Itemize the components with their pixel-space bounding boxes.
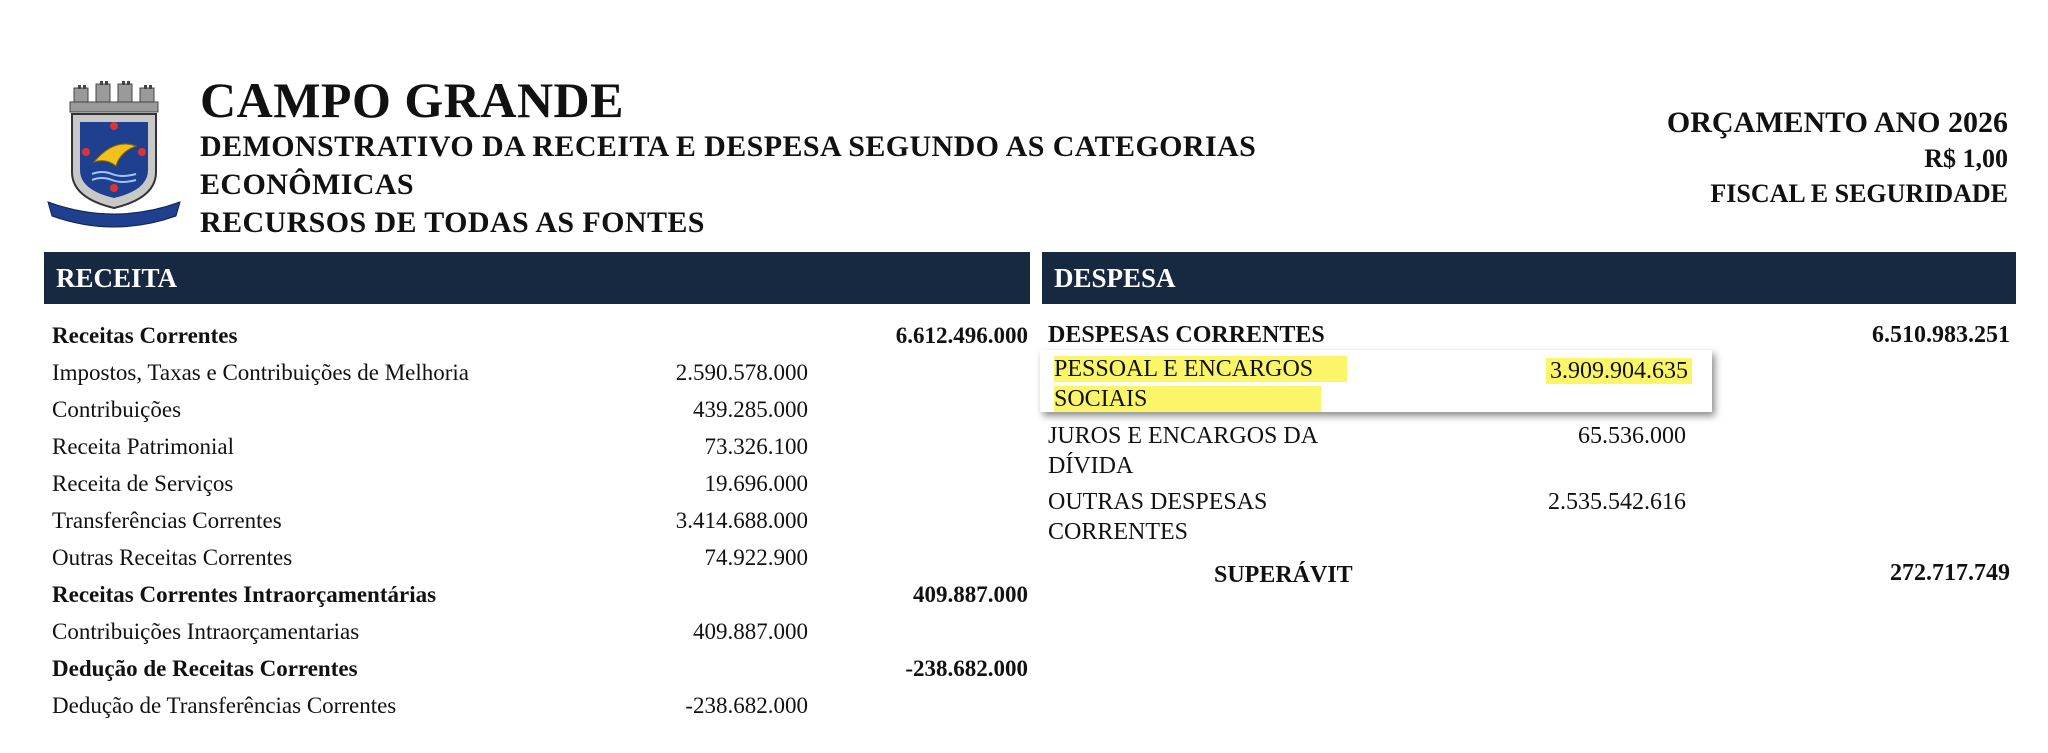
report-subtitle-line1: DEMONSTRATIVO DA RECEITA E DESPESA SEGUNDO AS CATEGORIAS <box>200 130 1257 163</box>
receita-header-bar: RECEITA <box>44 252 1030 304</box>
row-value: 439.285.000 <box>693 397 808 422</box>
row-total: -238.682.000 <box>905 656 1028 681</box>
budget-year: ORÇAMENTO ANO 2026 <box>1666 106 2008 139</box>
table-row <box>52 539 1028 576</box>
juros-encargos-label <box>1048 421 1318 481</box>
row-label: Receitas Correntes <box>52 323 238 348</box>
pessoal-encargos-value <box>1546 356 1692 386</box>
juros-label-line1: JUROS E ENCARGOS DA <box>1048 423 1319 449</box>
superavit-value: 272.717.749 <box>1890 560 2010 586</box>
juros-label-line2: DÍVIDA <box>1048 453 1134 479</box>
table-row <box>52 391 1028 428</box>
pessoal-value-text: 3.909.904.635 <box>1546 358 1692 384</box>
table-row <box>52 428 1028 465</box>
row-label: Impostos, Taxas e Contribuições de Melhoria <box>52 360 469 385</box>
row-label: Dedução de Transferências Correntes <box>52 693 397 718</box>
pessoal-encargos-label <box>1054 354 1347 414</box>
report-subtitle-line2: ECONÔMICAS <box>200 168 415 201</box>
row-label: Contribuições <box>52 397 182 422</box>
pessoal-label-line1: PESSOAL E ENCARGOS <box>1054 356 1347 382</box>
row-value: 74.922.900 <box>704 545 808 570</box>
row-label: Dedução de Receitas Correntes <box>52 656 358 681</box>
table-row <box>52 354 1028 391</box>
row-label: Outras Receitas Correntes <box>52 545 293 570</box>
outras-label-line1: OUTRAS DESPESAS <box>1048 489 1268 515</box>
outras-despesas-label <box>1048 487 1267 547</box>
despesa-header-bar: DESPESA <box>1042 252 2016 304</box>
row-value: 3.414.688.000 <box>675 508 808 533</box>
row-total: 6.612.496.000 <box>895 323 1028 348</box>
table-row <box>52 687 1028 724</box>
row-label: Receita Patrimonial <box>52 434 235 459</box>
budget-scope: FISCAL E SEGURIDADE <box>1710 179 2008 208</box>
despesas-correntes-label: DESPESAS CORRENTES <box>1048 322 1325 348</box>
row-value: 409.887.000 <box>693 619 808 644</box>
city-name: CAMPO GRANDE <box>200 72 625 128</box>
row-value: 19.696.000 <box>704 471 808 496</box>
report-title-block <box>200 72 1256 242</box>
table-row <box>52 465 1028 502</box>
despesas-correntes-total: 6.510.983.251 <box>1872 322 2010 348</box>
row-label: Transferências Correntes <box>52 508 282 533</box>
juros-encargos-value: 65.536.000 <box>1578 423 1686 449</box>
row-label: Receita de Serviços <box>52 471 234 496</box>
city-crest-logo <box>44 80 184 230</box>
currency-unit: R$ 1,00 <box>1924 144 2008 173</box>
table-row <box>52 317 1028 354</box>
pessoal-label-line2: SOCIAIS <box>1054 386 1321 412</box>
table-row <box>52 576 1028 613</box>
table-row <box>52 613 1028 650</box>
row-label: Receitas Correntes Intraorçamentárias <box>52 582 437 607</box>
outras-label-line2: CORRENTES <box>1048 519 1189 545</box>
budget-info <box>1667 104 2008 212</box>
row-value: 2.590.578.000 <box>675 360 808 385</box>
outras-despesas-value: 2.535.542.616 <box>1548 489 1686 515</box>
table-row <box>52 650 1028 687</box>
superavit-label: SUPERÁVIT <box>1214 562 1353 588</box>
row-value: 73.326.100 <box>704 434 808 459</box>
table-row <box>52 502 1028 539</box>
row-total: 409.887.000 <box>913 582 1028 607</box>
row-value: -238.682.000 <box>685 693 808 718</box>
report-subtitle-line3: RECURSOS DE TODAS AS FONTES <box>200 206 705 239</box>
row-label: Contribuições Intraorçamentarias <box>52 619 360 644</box>
